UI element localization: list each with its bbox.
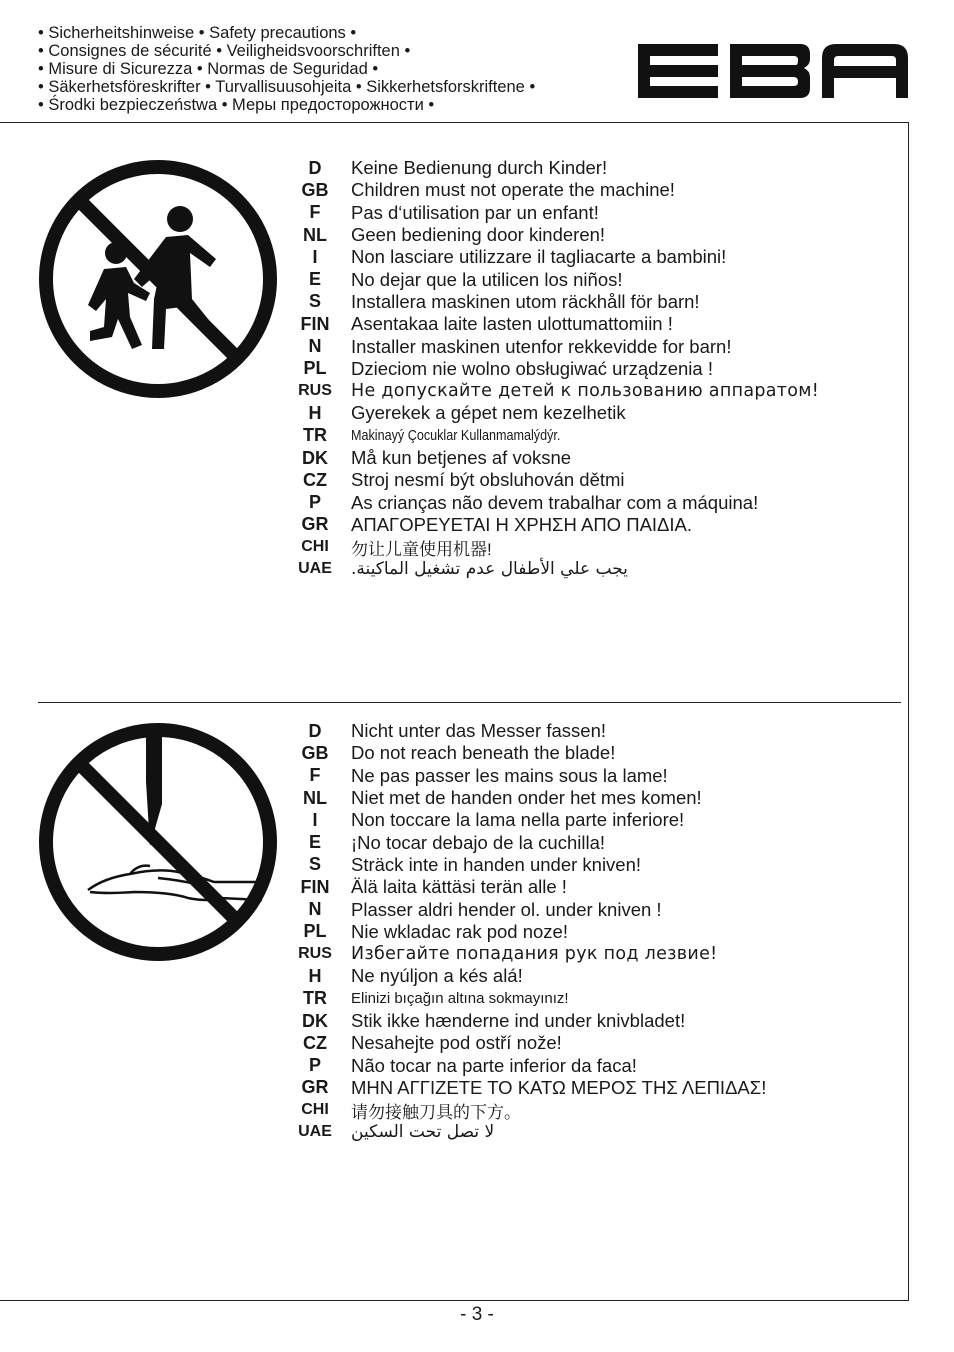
lang-code: RUS	[298, 382, 332, 400]
lang-code: FIN	[300, 313, 330, 334]
lang-code: E	[308, 832, 321, 853]
warning-text: Plasser aldri hender ol. under kniven !	[351, 898, 662, 920]
warning-text: As crianças não devem trabalhar com a máquina!	[351, 491, 759, 513]
list-item	[290, 536, 890, 558]
warning-text: ¡No tocar debajo de la cuchilla!	[351, 831, 606, 853]
warning-text: Keine Bedienung durch Kinder!	[351, 157, 608, 179]
warning-text: Installera maskinen utom räckhåll för barn!	[351, 290, 700, 312]
warning-text: Pas d‘utilisation par un enfant!	[351, 201, 599, 223]
list-item	[290, 921, 890, 943]
section-divider	[38, 702, 901, 703]
list-item	[290, 268, 890, 290]
lang-code: DK	[302, 447, 328, 468]
lang-code: N	[308, 336, 322, 357]
warning-text: Stik ikke hænderne ind under knivbladet!	[351, 1010, 686, 1031]
lang-code: DK	[302, 1010, 328, 1031]
list-item	[290, 1121, 890, 1143]
list-item	[290, 291, 890, 313]
list-item	[290, 1032, 890, 1054]
list-item	[290, 787, 890, 809]
warning-text: Non lasciare utilizzare il tagliacarte a bambini!	[351, 246, 727, 268]
warning-text: Ne nyúljon a kés alá!	[351, 965, 523, 987]
warning-text: ΑΠΑΓΟΡΕΥΕΤΑΙ Η ΧΡΗΣΗ ΑΠΟ ΠΑΙΔΙΑ.	[351, 513, 693, 535]
lang-code: NL	[303, 224, 327, 245]
lang-code: GB	[301, 179, 329, 200]
list-item	[290, 809, 890, 831]
lang-code: D	[308, 720, 322, 741]
lang-code: UAE	[298, 1123, 332, 1141]
list-item	[290, 831, 890, 853]
lang-code: TR	[303, 988, 327, 1009]
header-line: • Consignes de sécurité • Veiligheidsvoorschriften •	[38, 42, 411, 60]
lang-code: I	[312, 809, 318, 830]
warning-text: Niet met de handen onder het mes komen!	[351, 787, 702, 809]
list-item	[290, 358, 890, 380]
warning-text: Gyerekek a gépet nem kezelhetik	[351, 402, 626, 424]
lang-code: GB	[301, 742, 329, 763]
list-item	[290, 742, 890, 764]
list-item	[290, 988, 890, 1010]
list-item	[290, 854, 890, 876]
list-item	[290, 765, 890, 787]
warning-text: Asentakaa laite lasten ulottumattomiin !	[351, 313, 673, 335]
list-item	[290, 514, 890, 536]
warning-text: Älä laita kättäsi terän alle !	[351, 876, 567, 898]
lang-code: N	[308, 899, 322, 920]
list-item	[290, 425, 890, 447]
lang-code: H	[308, 402, 322, 423]
lang-code: NL	[303, 787, 327, 808]
lang-code: P	[308, 492, 321, 513]
list-item	[290, 179, 890, 201]
frame-bottom-rule	[0, 1300, 909, 1301]
list-item	[290, 313, 890, 335]
list-item	[290, 157, 890, 179]
warning-text: Nesahejte pod ostří nože!	[351, 1032, 562, 1054]
header-line: • Misure di Sicurezza • Normas de Seguridad •	[38, 60, 379, 78]
header-line: • Środki bezpieczeństwa • Меры предосторожности •	[38, 96, 435, 114]
lang-list-children	[290, 157, 890, 581]
warning-text: ΜΗΝ ΑΓΓΙΖΕΤΕ ΤΟ ΚΑΤΩ ΜΕΡΟΣ ΤΗΣ ΛΕΠΙΔΑΣ!	[351, 1076, 767, 1098]
warning-text: Nie wkladac rak pod noze!	[351, 920, 568, 942]
frame-right-rule	[908, 122, 909, 1301]
list-item	[290, 943, 890, 965]
lang-code: GR	[301, 514, 329, 535]
list-item	[290, 898, 890, 920]
list-item	[290, 447, 890, 469]
lang-code: PL	[303, 921, 327, 942]
lang-code: F	[309, 202, 321, 223]
warning-text: Children must not operate the machine!	[351, 179, 675, 201]
lang-code: TR	[303, 425, 327, 446]
list-item	[290, 1099, 890, 1121]
lang-code: UAE	[298, 560, 332, 578]
list-item	[290, 1010, 890, 1032]
warning-text: Non toccare la lama nella parte inferiore!	[351, 809, 685, 831]
list-item	[290, 402, 890, 424]
warning-text: Må kun betjenes af voksne	[351, 447, 572, 468]
lang-code: S	[308, 291, 321, 312]
no-children-sign-icon	[38, 159, 278, 399]
frame-top-rule	[0, 122, 909, 123]
eba-logo	[638, 44, 908, 98]
lang-code: E	[308, 269, 321, 290]
warning-text: Dzieciom nie wolno obsługiwać urządzenia !	[351, 357, 713, 379]
lang-code: PL	[303, 358, 327, 379]
lang-code: CHI	[301, 538, 329, 556]
lang-code: CZ	[303, 469, 327, 490]
list-item	[290, 224, 890, 246]
lang-code: F	[309, 765, 321, 786]
warning-text: Geen bediening door kinderen!	[351, 224, 606, 246]
warning-text: No dejar que la utilicen los niños!	[351, 268, 623, 290]
lang-code: P	[308, 1055, 321, 1076]
warning-text: Ne pas passer les mains sous la lame!	[351, 764, 668, 786]
lang-code: CHI	[301, 1101, 329, 1119]
list-item	[290, 380, 890, 402]
warning-text: Do not reach beneath the blade!	[351, 742, 616, 764]
no-hand-under-blade-sign-icon	[38, 722, 278, 962]
warning-text: Sträck inte in handen under kniven!	[351, 853, 642, 875]
lang-code: CZ	[303, 1032, 327, 1053]
warning-text: Не допускайте детей к пользованию аппаратом!	[351, 381, 820, 402]
list-item	[290, 469, 890, 491]
header-line: • Säkerhetsföreskrifter • Turvallisuusohjeita • Sikkerhetsforskriftene •	[38, 78, 536, 96]
lang-code: D	[308, 157, 322, 178]
warning-text: Elinizi bıçağın altına sokmayınız!	[351, 990, 569, 1008]
lang-code: S	[308, 854, 321, 875]
header-precautions	[38, 24, 638, 114]
lang-list-blade	[290, 720, 890, 1144]
page-number: - 3 -	[460, 1304, 494, 1325]
list-item	[290, 202, 890, 224]
list-item	[290, 558, 890, 580]
warning-text: Installer maskinen utenfor rekkevidde for barn!	[351, 335, 732, 357]
warning-text: Избегайте попадания рук под лезвие!	[351, 944, 718, 965]
warning-text: Não tocar na parte inferior da faca!	[351, 1054, 637, 1076]
lang-code: FIN	[300, 876, 330, 897]
warning-text: Stroj nesmí být obsluhován dětmi	[351, 469, 625, 491]
warning-text: 请勿接触刀具的下方。	[351, 1102, 521, 1122]
list-item	[290, 491, 890, 513]
list-item	[290, 1077, 890, 1099]
list-item	[290, 1054, 890, 1076]
list-item	[290, 335, 890, 357]
list-item	[290, 876, 890, 898]
warning-text: لا تصل تحت السكين	[351, 1122, 495, 1143]
lang-code: H	[308, 965, 322, 986]
warning-text: يجب علي الأطفال عدم تشغيل الماكينة.	[351, 559, 628, 580]
lang-code: I	[312, 246, 318, 267]
header-line: • Sicherheitshinweise • Safety precautions •	[38, 24, 357, 42]
lang-code: RUS	[298, 945, 332, 963]
lang-code: GR	[301, 1077, 329, 1098]
warning-text: 勿让儿童使用机器!	[351, 539, 492, 559]
warning-text: Makinayý Çocuklar Kullanmamalýdýr.	[351, 427, 561, 445]
list-item	[290, 246, 890, 268]
list-item	[290, 965, 890, 987]
list-item	[290, 720, 890, 742]
warning-text: Nicht unter das Messer fassen!	[351, 720, 606, 742]
